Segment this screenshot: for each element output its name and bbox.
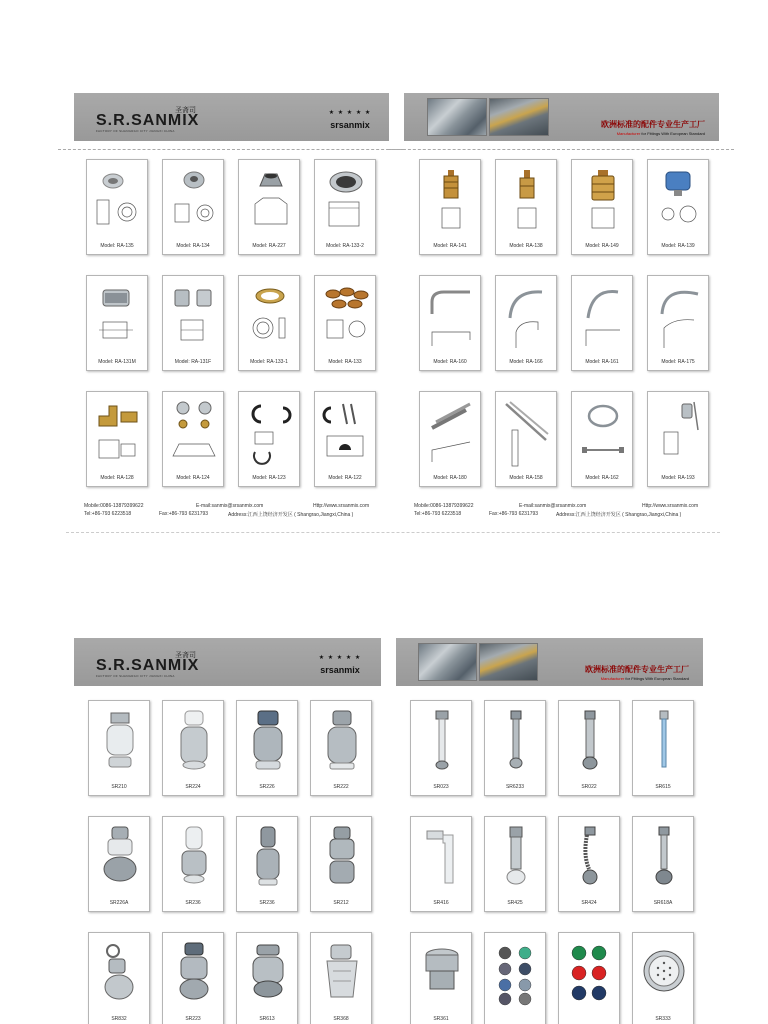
motto-cn: 欧洲标准的配件专业生产工厂: [585, 665, 689, 674]
model-label: SR226A: [109, 900, 129, 906]
model-label: SR210: [111, 784, 127, 790]
model-label: Model: RA-166: [509, 359, 543, 365]
model-label: SR6233: [505, 784, 525, 790]
factory-photo: [427, 98, 487, 136]
fitting-image: [245, 400, 295, 472]
brand-name-cn: 圣斋司: [175, 651, 196, 659]
brand-tagline: FACTORY OF SHANGRAO CITY JIANGXI CHINA: [96, 674, 175, 678]
factory-photos: [418, 643, 538, 681]
product-card: [410, 700, 472, 796]
logo-stars: ★ ★ ★ ★ ★: [328, 110, 372, 116]
cartridge-image: [502, 168, 552, 240]
model-label: Model: RA-160: [433, 359, 467, 365]
model-label: SR368: [333, 1016, 349, 1022]
model-label: Model: RA-133: [328, 359, 362, 365]
model-label: SR613: [259, 1016, 275, 1022]
brand-banner: [74, 638, 381, 686]
model-label: SR618A: [653, 900, 673, 906]
logo-word: srsanmix: [330, 120, 370, 130]
footer-tel: Tel:+86-793 6223518: [84, 511, 132, 517]
model-label: Model: RA-133-2: [326, 243, 364, 249]
aerator-image: [169, 941, 219, 1013]
motto-en-prefix: Manufacturer: [600, 676, 625, 681]
model-label: SR333: [655, 1016, 671, 1022]
product-card: [558, 932, 620, 1024]
model-label: SR236: [259, 900, 275, 906]
fitting-image: [169, 284, 219, 356]
product-grid: [86, 159, 376, 507]
product-card: [410, 816, 472, 912]
divider: [388, 149, 734, 150]
model-label: SR425: [507, 900, 523, 906]
footer-address: Address:江西上饶经济开发区 ( Shangrao,Jiangxi,China ): [556, 512, 682, 518]
footer-web: Http://www.srsanmix.com: [642, 503, 699, 509]
product-card: [88, 816, 150, 912]
srsanmix-logo: [328, 109, 372, 135]
product-grid: [88, 700, 372, 1024]
fitting-image: [93, 168, 143, 240]
product-card: [419, 275, 481, 371]
model-label: SR022: [581, 784, 597, 790]
product-card: [162, 391, 224, 487]
model-label: SR223: [185, 1016, 201, 1022]
aerator-image: [95, 825, 145, 897]
product-card: [310, 816, 372, 912]
cartridge-image: [654, 168, 704, 240]
spout-image: [654, 284, 704, 356]
model-label: SR023: [433, 784, 449, 790]
model-label: SR226: [259, 784, 275, 790]
swivel-aerator-image: [491, 709, 541, 781]
product-card: [571, 391, 633, 487]
divider: [58, 149, 404, 150]
model-label: Model: RA-122: [328, 475, 362, 481]
product-card: [495, 275, 557, 371]
product-card: [314, 391, 376, 487]
model-label: Model: RA-141: [433, 243, 467, 249]
factory-photo: [479, 643, 538, 681]
brand-name: S.R.SANMIX: [96, 112, 200, 129]
spout-image: [426, 284, 476, 356]
cartridge-image: [578, 168, 628, 240]
swivel-aerator-image: [491, 825, 541, 897]
model-label: Model: RA-131M: [98, 359, 136, 365]
product-card: [495, 159, 557, 255]
product-card: [236, 932, 298, 1024]
spout-image: [426, 400, 476, 472]
product-card: [571, 159, 633, 255]
fitting-image: [321, 400, 371, 472]
model-label: Model: RA-134: [176, 243, 210, 249]
product-card: [238, 159, 300, 255]
filter-disc-image: [491, 941, 541, 1013]
product-card: [314, 275, 376, 371]
product-card: [495, 391, 557, 487]
catalog-page-3: [66, 638, 396, 1024]
product-card: [310, 700, 372, 796]
product-card: [647, 275, 709, 371]
model-label: Model: RA-138: [509, 243, 543, 249]
product-card: [86, 159, 148, 255]
product-card: [632, 932, 694, 1024]
model-label: SR224: [185, 784, 201, 790]
factory-banner: [396, 638, 703, 686]
catalog-page-4: [396, 638, 716, 1024]
fitting-image: [245, 168, 295, 240]
footer-fax: Fax:+86-793 6231793: [159, 511, 209, 517]
product-card: [88, 700, 150, 796]
aerator-image: [243, 825, 293, 897]
model-label: Model: RA-139: [661, 243, 695, 249]
product-card: [647, 159, 709, 255]
logo-word: srsanmix: [320, 665, 360, 675]
product-card: [558, 816, 620, 912]
product-card: [632, 816, 694, 912]
model-label: Model: RA-149: [585, 243, 619, 249]
spout-image: [502, 284, 552, 356]
strainer-image: [639, 941, 689, 1013]
model-label: SR212: [333, 900, 349, 906]
model-label: Model: RA-131F: [174, 359, 212, 365]
swivel-aerator-image: [639, 709, 689, 781]
model-label: SR361: [433, 1016, 449, 1022]
footer-tel: Tel:+86-793 6223518: [414, 511, 462, 517]
fitting-image: [93, 400, 143, 472]
aerator-image: [169, 709, 219, 781]
logo-stars: ★ ★ ★ ★ ★: [318, 655, 362, 661]
product-card: [162, 816, 224, 912]
fitting-image: [321, 168, 371, 240]
product-card: [484, 700, 546, 796]
hose-image: [578, 400, 628, 472]
fitting-image: [169, 400, 219, 472]
swivel-aerator-image: [565, 709, 615, 781]
factory-banner: [404, 93, 719, 141]
aerator-image: [169, 825, 219, 897]
model-label: SR424: [581, 900, 597, 906]
hose-image: [502, 400, 552, 472]
product-card: [86, 275, 148, 371]
model-label: SR416: [433, 900, 449, 906]
model-label: Model: RA-162: [585, 475, 619, 481]
product-card: [647, 391, 709, 487]
model-label: Model: RA-193: [661, 475, 695, 481]
model-label: SR832: [111, 1016, 127, 1022]
catalog-page-1: [66, 93, 396, 533]
factory-photos: [427, 98, 549, 136]
swivel-aerator-image: [565, 825, 615, 897]
product-card: [236, 700, 298, 796]
model-label: Model: RA-158: [509, 475, 543, 481]
footer-email: E-mail:sanmix@srsanmix.com: [196, 503, 264, 509]
product-card: [162, 932, 224, 1024]
product-card: [484, 932, 546, 1024]
catalog-page-2: [396, 93, 726, 533]
product-card: [238, 275, 300, 371]
fitting-image: [245, 284, 295, 356]
aerator-image: [317, 709, 367, 781]
product-card: [484, 816, 546, 912]
footer-email: E-mail:sanmix@srsanmix.com: [519, 503, 587, 509]
motto-en-rest: for Fittings With European Standard: [640, 131, 705, 136]
spout-aerator-image: [417, 825, 467, 897]
product-card: [419, 159, 481, 255]
product-card: [236, 816, 298, 912]
adapter-image: [417, 941, 467, 1013]
aerator-image: [95, 709, 145, 781]
motto-en-rest: for Fittings With European Standard: [624, 676, 689, 681]
swivel-aerator-image: [417, 709, 467, 781]
model-label: Model: RA-180: [433, 475, 467, 481]
aerator-image: [317, 941, 367, 1013]
factory-photo: [489, 98, 549, 136]
model-label: SR236: [185, 900, 201, 906]
product-card: [88, 932, 150, 1024]
model-label: Model: RA-123: [252, 475, 286, 481]
footer-address: Address:江西上饶经济开发区 ( Shangrao,Jiangxi,China ): [228, 512, 354, 518]
swivel-aerator-image: [639, 825, 689, 897]
brand-tagline: FACTORY OF SHANGRAO CITY JIANGXI CHINA: [96, 129, 175, 133]
aerator-image: [243, 709, 293, 781]
product-card: [419, 391, 481, 487]
product-card: [238, 391, 300, 487]
product-card: [571, 275, 633, 371]
product-card: [162, 275, 224, 371]
factory-photo: [418, 643, 477, 681]
footer-fax: Fax:+86-793 6231793: [489, 511, 539, 517]
model-label: Model: RA-227: [252, 243, 286, 249]
divider: [66, 532, 720, 533]
motto-en: [617, 131, 705, 136]
fitting-image: [321, 284, 371, 356]
product-card: [86, 391, 148, 487]
product-grid: [410, 700, 694, 1024]
model-label: SR222: [333, 784, 349, 790]
product-grid: [419, 159, 709, 507]
product-card: [632, 700, 694, 796]
footer-web: Http://www.srsanmix.com: [313, 503, 370, 509]
motto-cn: 欧洲标准的配件专业生产工厂: [601, 120, 705, 129]
model-label: SR615: [655, 784, 671, 790]
brand-name-cn: 圣斋司: [175, 106, 196, 114]
cartridge-image: [426, 168, 476, 240]
fitting-image: [169, 168, 219, 240]
product-card: [162, 159, 224, 255]
product-card: [558, 700, 620, 796]
brand-banner: [74, 93, 389, 141]
model-label: Model: RA-124: [176, 475, 210, 481]
product-card: [410, 932, 472, 1024]
filter-disc-image: [565, 941, 615, 1013]
brand-name: S.R.SANMIX: [96, 657, 200, 674]
footer-mobile: Mobile:0086-13879399622: [84, 503, 144, 509]
model-label: Model: RA-133-1: [250, 359, 288, 365]
model-label: Model: RA-175: [661, 359, 695, 365]
srsanmix-logo: [318, 654, 362, 680]
showerhead-image: [654, 400, 704, 472]
spout-image: [578, 284, 628, 356]
fitting-image: [93, 284, 143, 356]
model-label: Model: RA-161: [585, 359, 619, 365]
aerator-image: [243, 941, 293, 1013]
motto-en: [601, 676, 689, 681]
product-card: [162, 700, 224, 796]
model-label: Model: RA-135: [100, 243, 134, 249]
aerator-image: [95, 941, 145, 1013]
motto-en-prefix: Manufacturer: [616, 131, 641, 136]
aerator-image: [317, 825, 367, 897]
footer-mobile: Mobile:0086-13879399622: [414, 503, 474, 509]
product-card: [310, 932, 372, 1024]
product-card: [314, 159, 376, 255]
model-label: Model: RA-128: [100, 475, 134, 481]
